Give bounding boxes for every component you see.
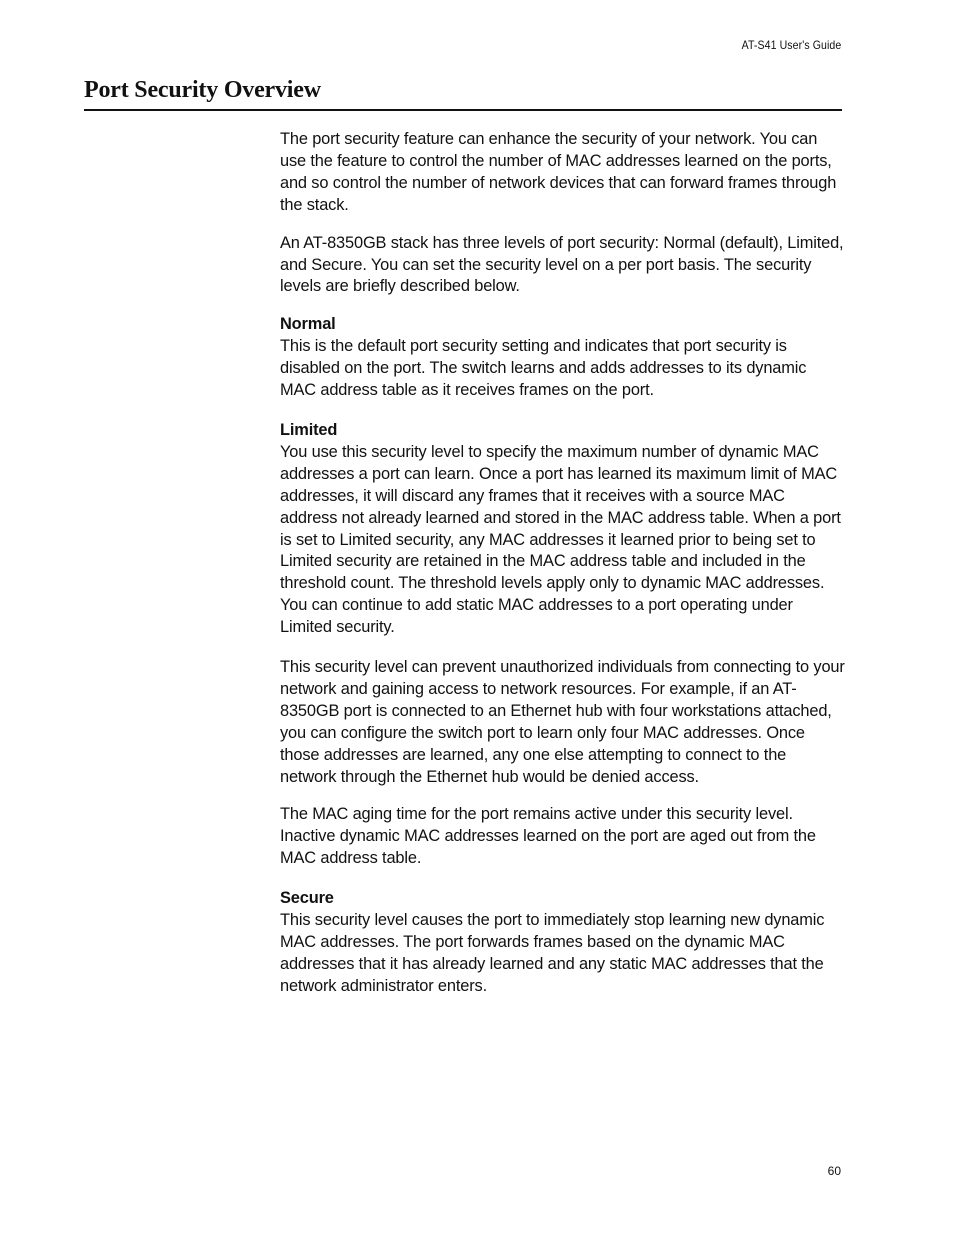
section-heading-normal: Normal [280, 315, 336, 334]
intro-paragraph: An AT-8350GB stack has three levels of port security: Normal (default), Limited, and Secure. You can set the security level on a per port basis. The security levels are briefly described below. [280, 233, 844, 296]
document-body [280, 129, 845, 998]
running-header: AT-S41 User's Guide [741, 38, 841, 52]
section-heading-secure: Secure [280, 889, 334, 908]
section-paragraph: The MAC aging time for the port remains active under this security level. Inactive dynamic MAC addresses learned on the port are aged out from the MAC address table. [280, 805, 816, 868]
page-number: 60 [827, 1164, 841, 1178]
section-paragraph: This is the default port security setting and indicates that port security is disabled on the port. The switch learns and adds addresses to its dynamic MAC address table as it receives frames on the port. [280, 337, 807, 400]
title-rule [84, 109, 842, 111]
section-paragraph: You use this security level to specify the maximum number of dynamic MAC addresses a port can learn. Once a port has learned its maximum limit of MAC addresses, it will discard any frames that it receives with a source MAC address not already learned and stored in the MAC address table. When a port is set to Limited security, any MAC addresses it learned prior to being set to Limited security are retained in the MAC address table and included in the threshold count. The threshold levels apply only to dynamic MAC addresses. You can continue to add static MAC addresses to a port operating under Limited security. [280, 442, 841, 637]
section-heading-limited: Limited [280, 420, 338, 439]
page-title: Port Security Overview [84, 77, 321, 103]
section-paragraph: This security level can prevent unauthorized individuals from connecting to your network and gaining access to network resources. For example, if an AT-8350GB port is connected to an Ethernet hub with four workstations attached, you can configure the switch port to learn only four MAC addresses. Once those addresses are learned, any one else attempting to connect to the network through the Ethernet hub would be denied access. [280, 658, 845, 786]
section-paragraph: This security level causes the port to immediately stop learning new dynamic MAC addresses. The port forwards frames based on the dynamic MAC addresses that it has already learned and any static MAC addresses that the network administrator enters. [280, 911, 825, 995]
intro-paragraph: The port security feature can enhance the security of your network. You can use the feature to control the number of MAC addresses learned on the ports, and so control the number of network devices that can forward frames through the stack. [280, 130, 837, 214]
